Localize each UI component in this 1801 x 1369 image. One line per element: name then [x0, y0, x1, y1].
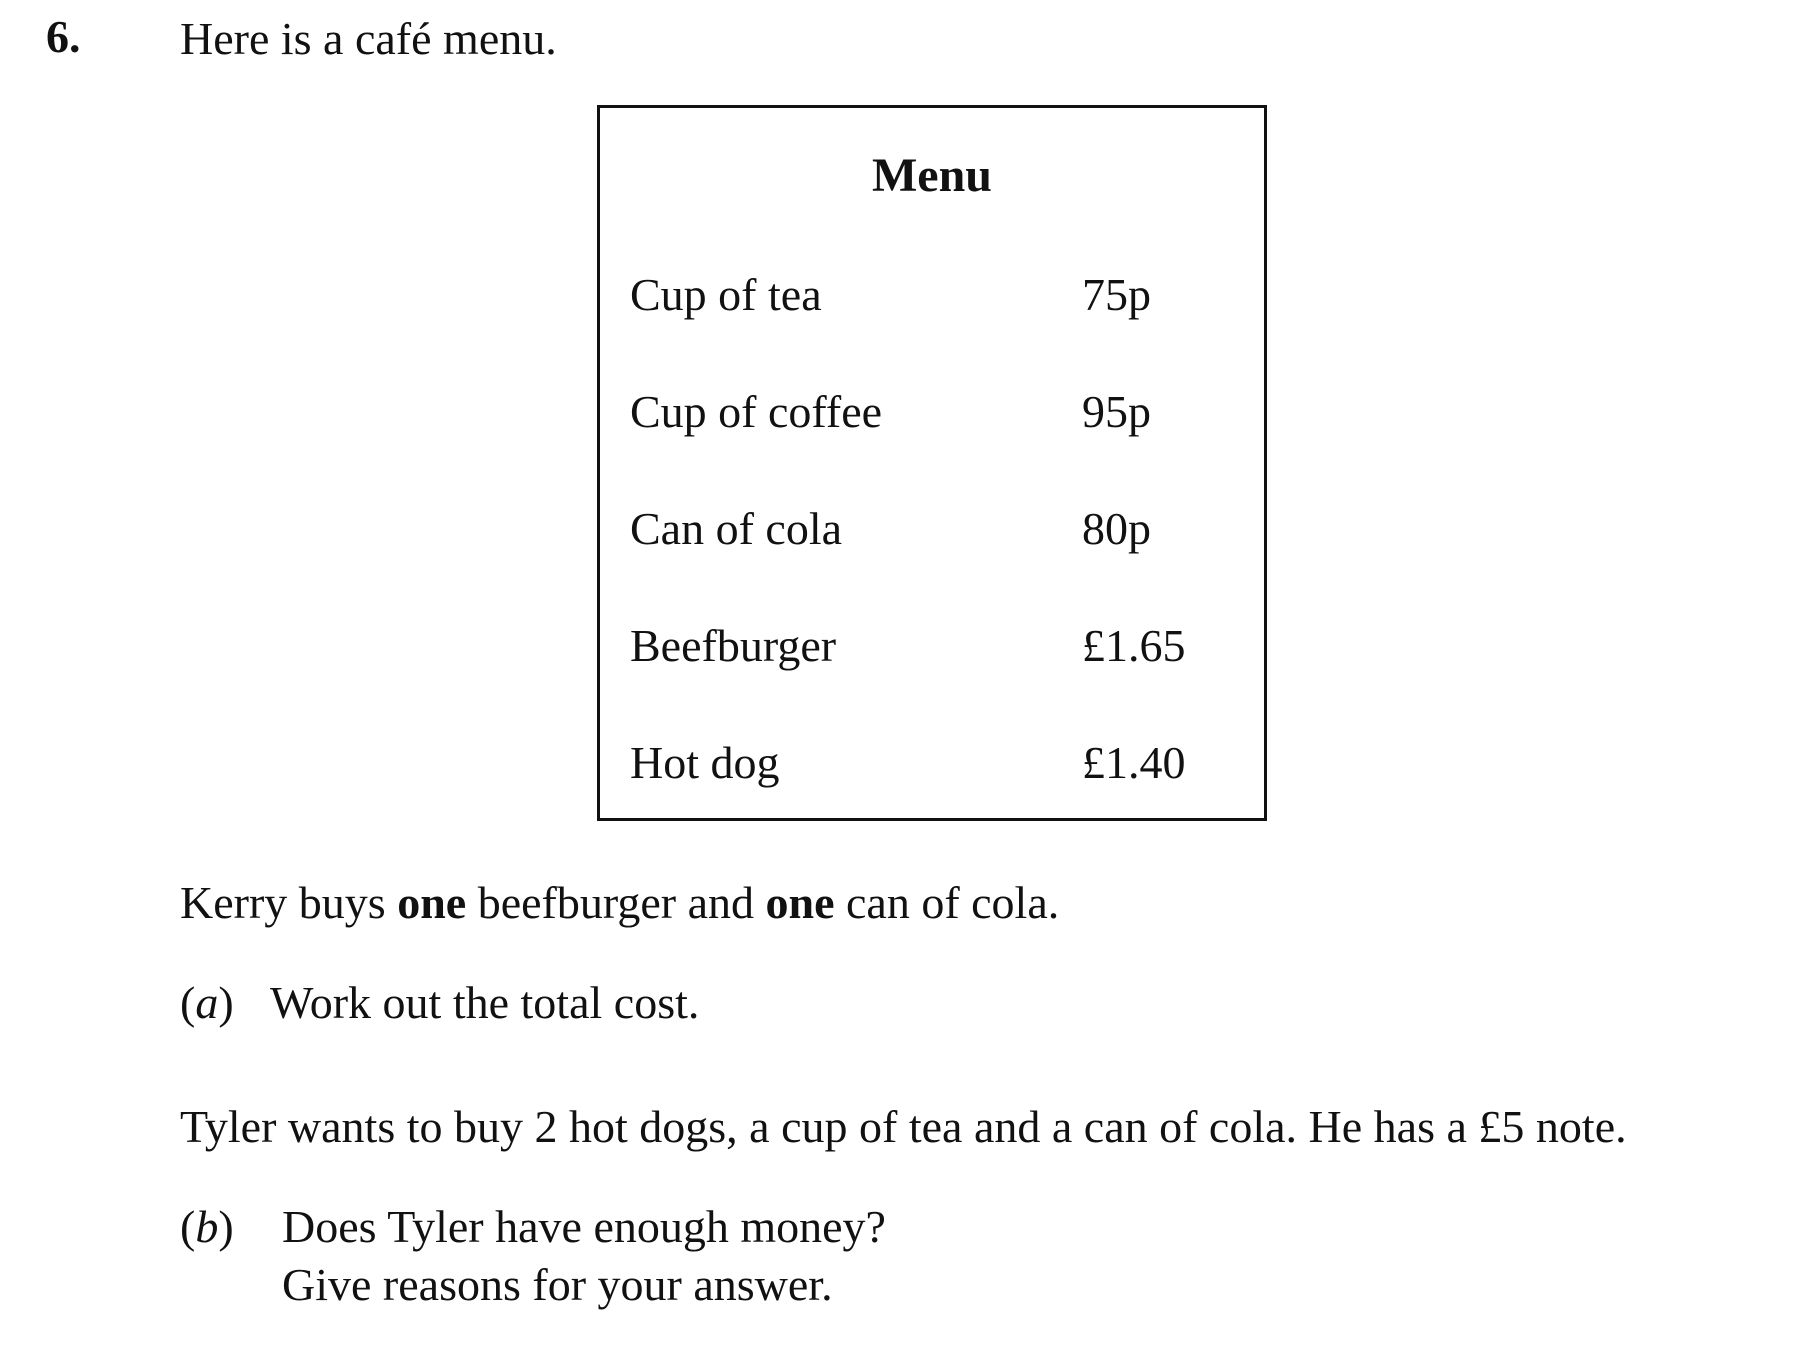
menu-item-name: Hot dog: [630, 737, 780, 788]
menu-item-price: 95p: [1082, 386, 1151, 437]
question-number: 6.: [46, 11, 81, 62]
menu-item-price: £1.65: [1082, 620, 1186, 671]
part-a-text: Work out the total cost.: [270, 977, 700, 1028]
menu-item-name: Can of cola: [630, 503, 843, 554]
kerry-text-mid: beefburger and: [466, 877, 766, 928]
menu-row-hotdog: [630, 736, 1240, 796]
part-a-label: [180, 976, 234, 1029]
menu-item-name: Cup of coffee: [630, 386, 883, 437]
menu-row-tea: [630, 268, 1240, 328]
part-b-line1: Does Tyler have enough money?: [282, 1201, 886, 1252]
part-a-open: (: [180, 977, 196, 1028]
part-b-open: (: [180, 1201, 196, 1252]
menu-item-price: 80p: [1082, 503, 1151, 554]
part-b-line2: Give reasons for your answer.: [282, 1259, 833, 1310]
menu-item-name: Beefburger: [630, 620, 837, 671]
kerry-text-post: can of cola.: [834, 877, 1060, 928]
part-a-close: ): [218, 977, 234, 1028]
menu-item-name: Cup of tea: [630, 269, 822, 320]
kerry-bold-one: one: [397, 877, 467, 928]
menu-title: Menu: [872, 149, 992, 202]
menu-item-price: £1.40: [1082, 737, 1186, 788]
question-intro: Here is a café menu.: [180, 13, 557, 64]
part-a-letter: a: [195, 977, 219, 1028]
menu-row-coffee: [630, 385, 1240, 445]
menu-box: [597, 105, 1267, 821]
kerry-bold-one-2: one: [765, 877, 835, 928]
kerry-statement: [180, 876, 1059, 929]
menu-item-price: 75p: [1082, 269, 1151, 320]
part-b-label: [180, 1200, 234, 1253]
tyler-statement: Tyler wants to buy 2 hot dogs, a cup of tea and a can of cola. He has a £5 note.: [180, 1101, 1627, 1152]
kerry-text-pre: Kerry buys: [180, 877, 398, 928]
menu-row-beefburger: [630, 619, 1240, 679]
part-b-letter: b: [195, 1201, 219, 1252]
part-b-close: ): [218, 1201, 234, 1252]
menu-row-cola: [630, 502, 1240, 562]
